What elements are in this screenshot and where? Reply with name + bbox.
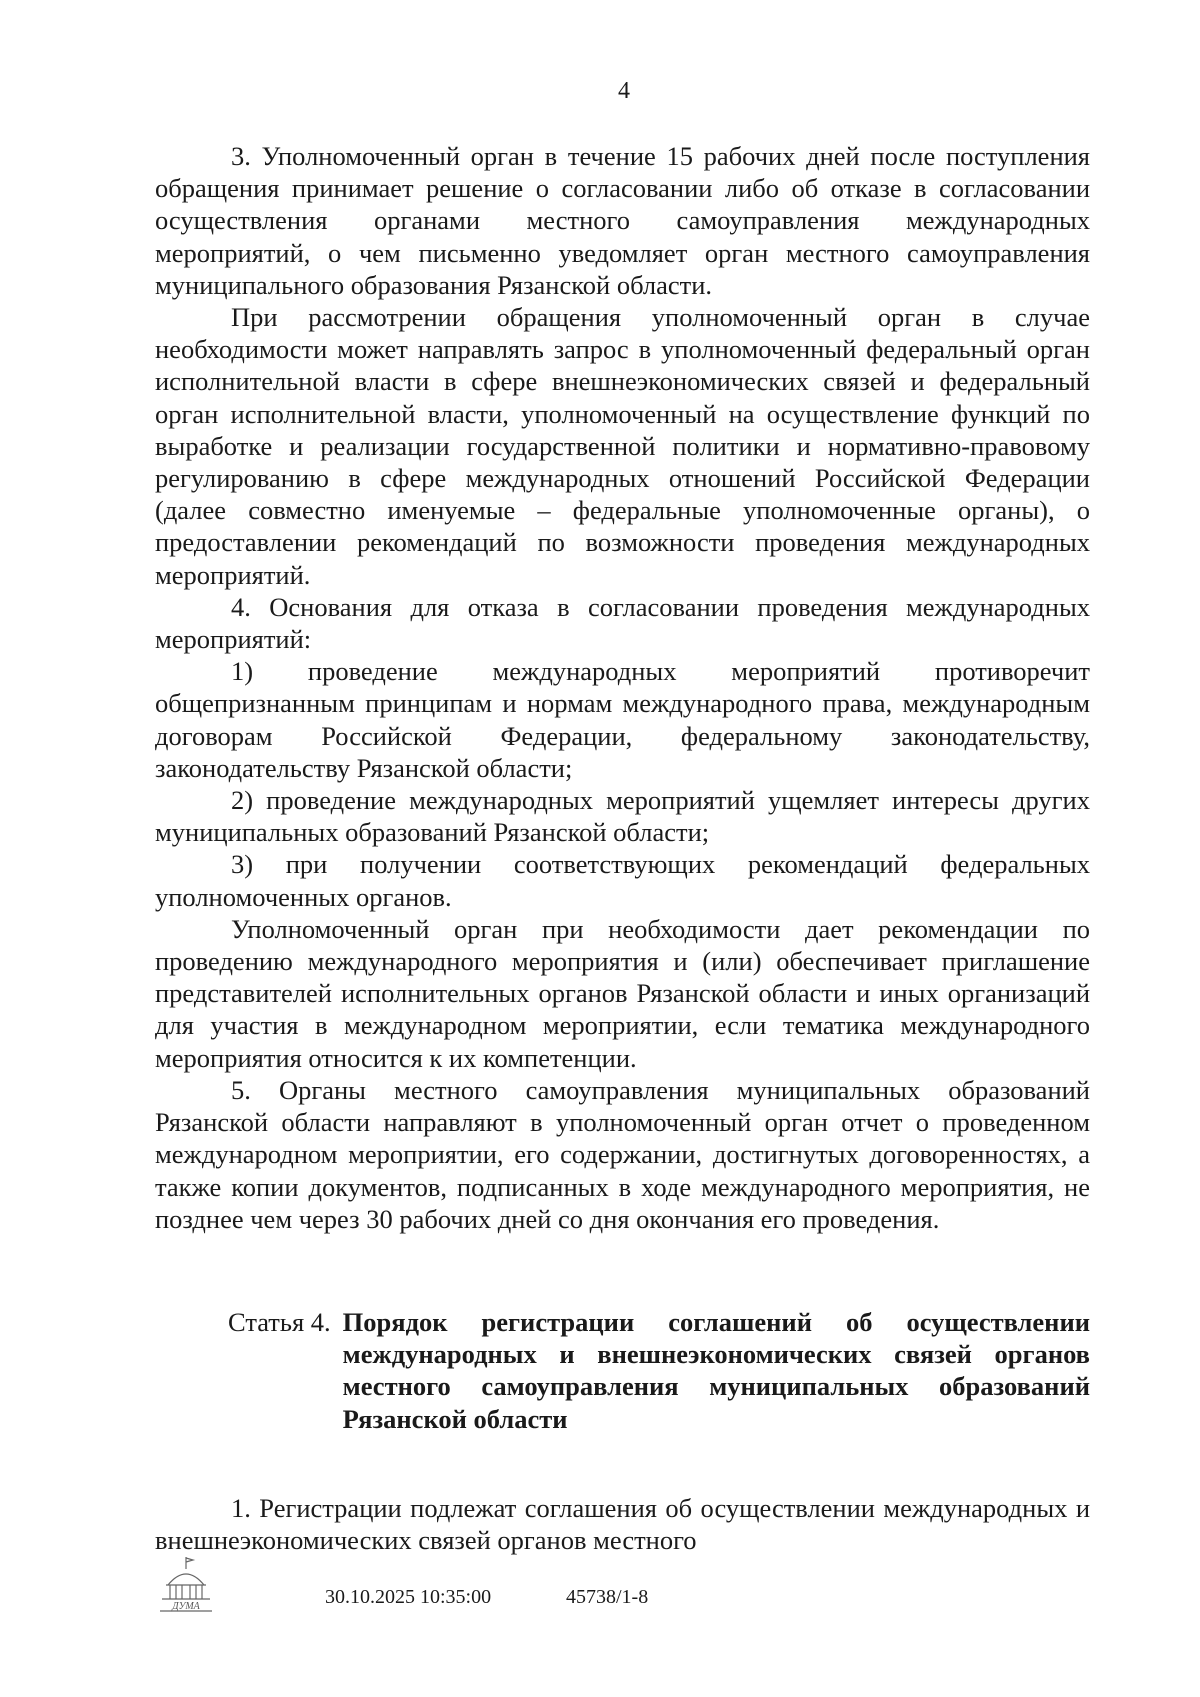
paragraph-5: 5. Органы местного самоуправления муниципальных образований Рязанской области направляют в уполномоченный орган отчет о проведенном международном мероприятии, его содержании, достигнутых договоренностях, а также копии документов, подписанных в ходе международного мероприятия, не позднее чем через 30 рабочих дней со дня окончания его проведения. bbox=[155, 1074, 1090, 1234]
article-title: Порядок регистрации соглашений об осуществлении международных и внешнеэкономических связей органов местного самоуправления муниципальных образований Рязанской области bbox=[342, 1307, 1090, 1434]
paragraph-3-continued: При рассмотрении обращения уполномоченный орган в случае необходимости может направлять запрос в уполномоченный федеральный орган исполнительной власти в сфере внешнеэкономических связей и федеральный орган исполнительной власти, уполномоченный на осуществление функций по выработке и реализации государственной политики и нормативно-правовому регулированию в сфере международных отношений Российской Федерации (далее совместно именуемые – федеральные уполномоченные органы), о предоставлении рекомендаций по возможности проведения международных мероприятий. bbox=[155, 302, 1090, 590]
article-paragraph-1: 1. Регистрации подлежат соглашения об осуществлении международных и внешнеэкономических связей органов местного bbox=[155, 1493, 1090, 1556]
svg-text:ДУМА: ДУМА bbox=[172, 1601, 200, 1612]
article-label: Статья 4. bbox=[228, 1307, 331, 1337]
paragraph-4-recommendations: Уполномоченный орган при необходимости дает рекомендации по проведению международного мероприятия и (или) обеспечивает приглашение представителей исполнительных органов Рязанской области и иных организаций для участия в международном мероприятии, если тематика международного мероприятия относится к их компетенции. bbox=[155, 913, 1090, 1073]
paragraph-4: 4. Основания для отказа в согласовании проведения международных мероприятий: bbox=[155, 591, 1090, 655]
list-item-3: 3) при получении соответствующих рекомендаций федеральных уполномоченных органов. bbox=[155, 849, 1090, 912]
footer-date: 30.10.2025 10:35:00 bbox=[325, 1586, 492, 1608]
article-body bbox=[155, 1492, 1090, 1556]
list-item-2: 2) проведение международных мероприятий ущемляет интересы других муниципальных образований Рязанской области; bbox=[155, 785, 1090, 848]
paragraph-3: 3. Уполномоченный орган в течение 15 рабочих дней после поступления обращения принимает решение о согласовании либо об отказе в согласовании осуществления органами местного самоуправления международных мероприятий, о чем письменно уведомляет орган местного самоуправления муниципального образования Рязанской области. bbox=[155, 141, 1090, 300]
footer-registration-number: 45738/1-8 bbox=[566, 1586, 649, 1608]
document-body bbox=[155, 140, 1090, 1235]
article-heading bbox=[228, 1306, 1090, 1435]
list-item-1: 1) проведение международных мероприятий противоречит общепризнанным принципам и нормам международного права, международным договорам Российской Федерации, федеральному законодательству, законодательству Рязанской области; bbox=[155, 656, 1090, 783]
page-number: 4 bbox=[618, 78, 630, 104]
duma-logo-icon bbox=[158, 1555, 214, 1615]
